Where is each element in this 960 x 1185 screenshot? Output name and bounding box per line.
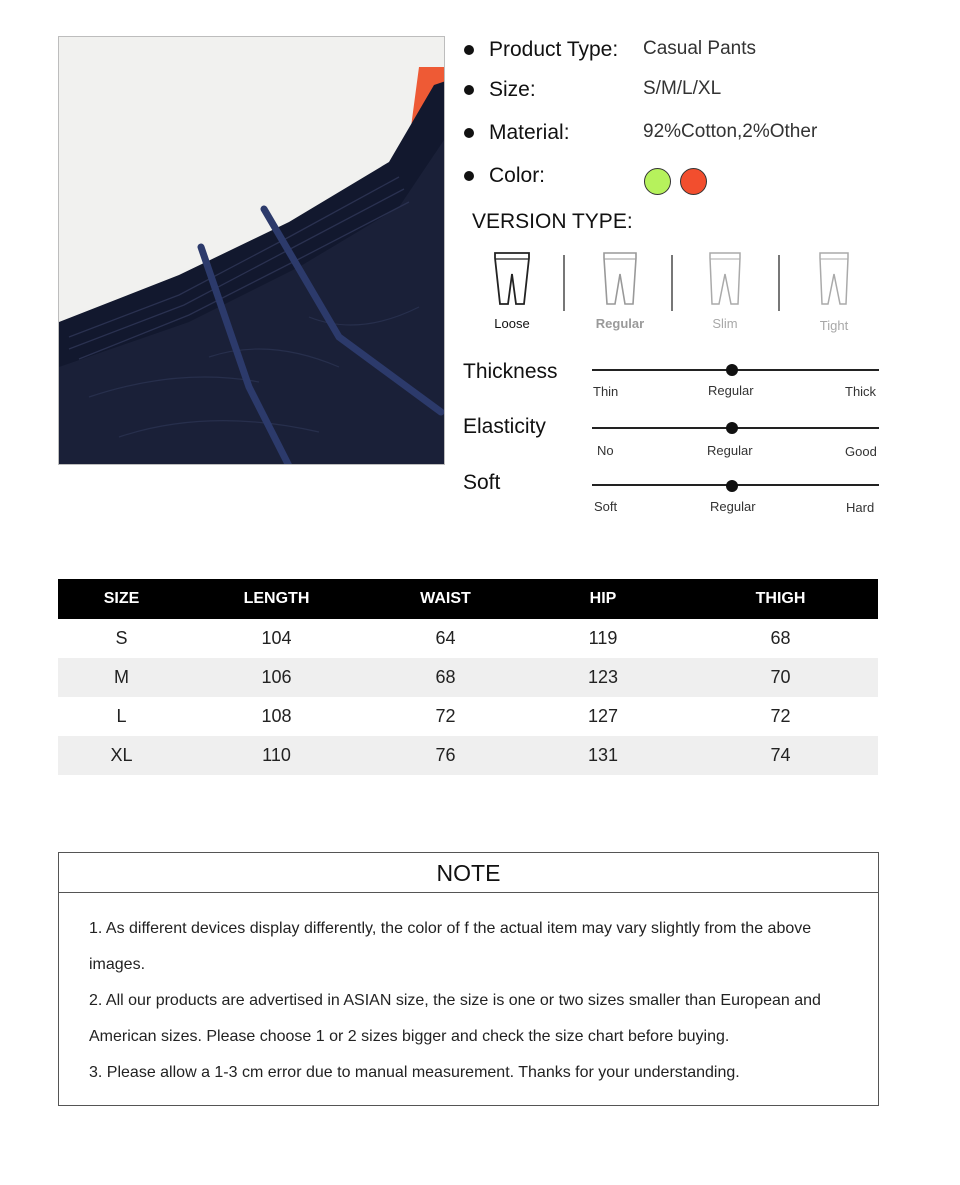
- note-line: 2. All our products are advertised in ASIAN size, the size is one or two sizes smaller than European and: [89, 992, 821, 1009]
- version-slim: [685, 250, 765, 331]
- product-photo: [58, 36, 445, 465]
- cell-hip: 131: [523, 736, 683, 775]
- cell-size: XL: [58, 736, 185, 775]
- divider: [778, 255, 780, 311]
- note-title: NOTE: [59, 853, 878, 893]
- cell-waist: 76: [368, 736, 523, 775]
- scale-elasticity-title: Elasticity: [463, 415, 546, 438]
- size-chart-table: [58, 579, 878, 775]
- bullet-icon: [464, 171, 474, 181]
- bullet-icon: [464, 128, 474, 138]
- note-line: images.: [89, 956, 146, 973]
- header-size: SIZE: [58, 579, 185, 619]
- color-swatch-green[interactable]: [644, 168, 671, 195]
- color-swatch-orange[interactable]: [680, 168, 707, 195]
- scale-elasticity-knob: [726, 422, 738, 434]
- cell-hip: 127: [587, 706, 619, 726]
- pants-loose-icon: [492, 250, 532, 308]
- table-row: [58, 736, 878, 775]
- scale-thickness-title: Thickness: [463, 360, 558, 383]
- cell-size: S: [115, 628, 128, 648]
- cell-thigh: 70: [683, 658, 878, 697]
- spec-color: [464, 161, 545, 191]
- spec-value: Casual Pants: [643, 38, 757, 59]
- scale-high-label: Good: [845, 444, 877, 459]
- version-label: Tight: [819, 318, 849, 333]
- spec-label: Size:: [489, 78, 536, 101]
- spec-value: 92%Cotton,2%Other: [643, 121, 818, 142]
- note-line: 1. As different devices display differently, the color of f the actual item may vary slightly from the above: [89, 920, 812, 937]
- cell-thigh: 74: [683, 736, 878, 775]
- version-type-title: VERSION TYPE:: [472, 210, 633, 233]
- scale-low-label: No: [597, 443, 614, 458]
- version-tight: [794, 250, 874, 333]
- scale-soft-title: Soft: [463, 471, 501, 494]
- cell-length: 110: [185, 736, 368, 775]
- divider: [563, 255, 565, 311]
- spec-size: [464, 75, 536, 105]
- cell-size: M: [58, 658, 185, 697]
- cell-size: L: [116, 706, 127, 726]
- table-row: [58, 658, 878, 697]
- spec-material: [464, 118, 570, 148]
- scale-high-label: Thick: [845, 384, 877, 399]
- cell-length: 106: [185, 658, 368, 697]
- scale-soft-knob: [726, 480, 738, 492]
- cell-hip: 123: [523, 658, 683, 697]
- pants-tight-icon: [814, 250, 854, 308]
- table-row: [58, 697, 878, 736]
- version-label: Slim: [712, 316, 738, 331]
- scale-high-label: Hard: [846, 500, 875, 515]
- spec-label: Product Type:: [489, 38, 619, 61]
- scale-low-label: Soft: [594, 499, 618, 514]
- cell-waist: 64: [435, 628, 456, 648]
- version-regular: [580, 250, 660, 331]
- cell-thigh: 72: [770, 706, 791, 726]
- cell-waist: 72: [435, 706, 456, 726]
- version-label: Regular: [595, 316, 645, 331]
- pants-slim-icon: [705, 250, 745, 308]
- note-box: [58, 852, 879, 1106]
- header-hip: HIP: [523, 579, 683, 619]
- spec-product-type: [464, 35, 618, 65]
- bullet-icon: [464, 45, 474, 55]
- table-header-row: [58, 579, 878, 619]
- header-waist: WAIST: [368, 579, 523, 619]
- cell-waist: 68: [368, 658, 523, 697]
- cell-length: 108: [261, 706, 292, 726]
- spec-label: Material:: [489, 121, 570, 144]
- note-line: American sizes. Please choose 1 or 2 sizes bigger and check the size chart before buying.: [89, 1028, 730, 1045]
- scale-mid-label: Regular: [710, 499, 756, 514]
- cell-hip: 119: [588, 628, 618, 648]
- scale-mid-label: Regular: [707, 443, 753, 458]
- bullet-icon: [464, 85, 474, 95]
- scale-low-label: Thin: [593, 384, 619, 399]
- header-thigh: THIGH: [683, 579, 878, 619]
- version-loose: [472, 250, 552, 331]
- spec-label: Color:: [489, 164, 546, 187]
- scale-mid-label: Regular: [708, 383, 754, 398]
- version-label: Loose: [494, 316, 530, 331]
- divider: [671, 255, 673, 311]
- note-body: [59, 893, 878, 1091]
- note-line: 3. Please allow a 1-3 cm error due to manual measurement. Thanks for your understanding.: [89, 1064, 740, 1081]
- cell-thigh: 68: [770, 628, 791, 648]
- cell-length: 104: [261, 628, 292, 648]
- header-length: LENGTH: [185, 579, 368, 619]
- table-row: [58, 619, 878, 658]
- pants-regular-icon: [600, 250, 640, 308]
- spec-value: S/M/L/XL: [643, 78, 722, 99]
- scale-thickness-knob: [726, 364, 738, 376]
